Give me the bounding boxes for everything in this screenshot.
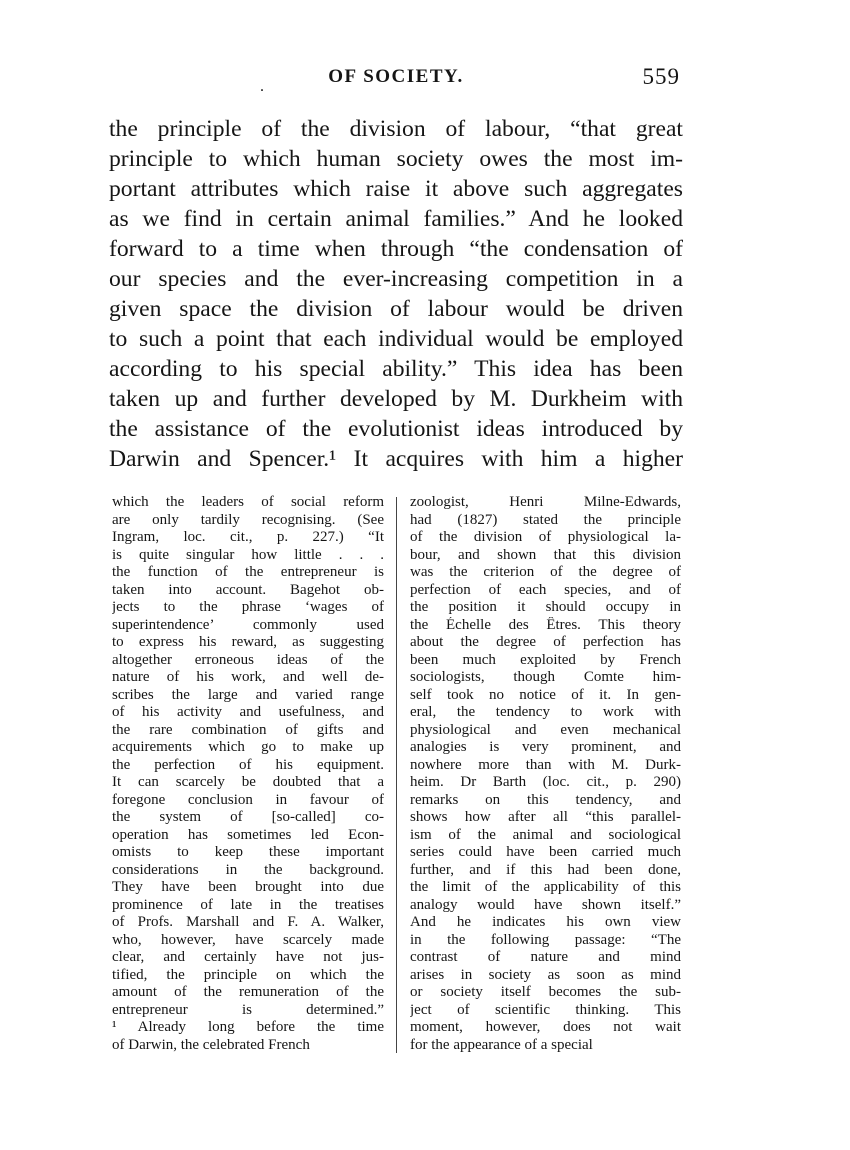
running-title: OF SOCIETY. [328, 66, 464, 87]
footnote-line: considerations in the background. [112, 861, 384, 878]
header-mark: . [260, 78, 264, 95]
footnote-line: is quite singular how little . . . [112, 546, 384, 563]
footnote-line: nature of his work, and well de- [112, 669, 384, 685]
footnote-line: It can scarcely be doubted that a [112, 774, 384, 790]
footnote-line: tified, the principle on which the [112, 966, 384, 983]
footnote-line: the Échelle des Êtres. This theory [410, 616, 681, 633]
footnote-line: analogies is very prominent, and [410, 739, 681, 755]
body-text-line: to such a point that each individual would be employed [109, 326, 683, 352]
footnote-line: in the following passage: “The [410, 931, 681, 948]
footnote-line: which the leaders of social reform [112, 494, 384, 510]
footnote-line: eral, the tendency to work with [410, 704, 681, 720]
footnote-line: superintendence’ commonly used [112, 616, 384, 633]
footnote-line: They have been brought into due [112, 879, 384, 895]
footnote-line: clear, and certainly have not jus- [112, 949, 384, 965]
footnote-line: the rare combination of gifts and [112, 721, 384, 738]
footnote-line: physiological and even mechanical [410, 721, 681, 738]
footnote-line: foregone conclusion in favour of [112, 791, 384, 808]
footnote-line: moment, however, does not wait [410, 1019, 681, 1035]
footnote-line: nowhere more than with M. Durk- [410, 756, 681, 773]
footnote-line: had (1827) stated the principle [410, 511, 681, 528]
column-divider [396, 497, 397, 1053]
body-text-line: as we find in certain animal families.” And he looked [109, 206, 683, 232]
footnote-line: been much exploited by French [410, 651, 681, 668]
body-text-line: given space the division of labour would be driven [109, 296, 683, 322]
main-text [109, 114, 683, 474]
footnote-line: perfection of each species, and of [410, 581, 681, 598]
footnote-line: ¹ Already long before the time [112, 1019, 384, 1035]
footnote-line: of Darwin, the celebrated French [112, 1036, 310, 1053]
running-header [108, 64, 684, 98]
footnote-line: of his activity and usefulness, and [112, 704, 384, 720]
footnote-line: the function of the entrepreneur is [112, 564, 384, 580]
footnote-line: series could have been carried much [410, 844, 681, 860]
body-text-line: our species and the ever-increasing competition in a [109, 266, 683, 292]
footnote-line: heim. Dr Barth (loc. cit., p. 290) [410, 774, 681, 790]
footnote-line: of the division of physiological la- [410, 529, 681, 545]
footnote-line: about the degree of perfection has [410, 634, 681, 650]
footnote-line: the limit of the applicability of this [410, 879, 681, 895]
footnote-line: was the criterion of the degree of [410, 564, 681, 580]
footnote-line: ism of the animal and sociological [410, 826, 681, 843]
page-number: 559 [642, 64, 680, 89]
footnote-line: prominence of late in the treatises [112, 896, 384, 913]
footnote-line: taken into account. Bagehot ob- [112, 581, 384, 598]
footnote-line: Ingram, loc. cit., p. 227.) “It [112, 529, 384, 545]
footnote-line: altogether erroneous ideas of the [112, 651, 384, 668]
footnote-line: who, however, have scarcely made [112, 931, 384, 948]
body-text-line: portant attributes which raise it above such aggregates [109, 176, 683, 202]
footnote-line: omists to keep these important [112, 844, 384, 860]
footnote-line: shows how after all “this parallel- [410, 809, 681, 825]
body-text-line: Darwin and Spencer.¹ It acquires with him a higher [109, 446, 683, 472]
footnotes-left-column [112, 494, 384, 1054]
footnote-line: further, and if this had been done, [410, 861, 681, 878]
body-text-line: taken up and further developed by M. Durkheim with [109, 386, 683, 412]
footnote-line: or society itself becomes the sub- [410, 984, 681, 1000]
footnote-line: remarks on this tendency, and [410, 791, 681, 808]
body-text-line: principle to which human society owes the most im- [109, 146, 683, 172]
footnote-line: entrepreneur is determined.” [112, 1001, 384, 1018]
footnote-line: the perfection of his equipment. [112, 756, 384, 773]
footnote-line: arises in society as soon as mind [410, 966, 681, 983]
footnote-line: analogy would have shown itself.” [410, 896, 681, 913]
footnote-line: the system of [so-called] co- [112, 809, 384, 825]
footnote-line: to express his reward, as suggesting [112, 634, 384, 650]
footnote-line: zoologist, Henri Milne-Edwards, [410, 494, 681, 510]
footnote-line: of Profs. Marshall and F. A. Walker, [112, 914, 384, 930]
body-text-line: the principle of the division of labour, “that great [109, 116, 683, 142]
body-text-line: forward to a time when through “the condensation of [109, 236, 683, 262]
body-text-line: the assistance of the evolutionist ideas introduced by [109, 416, 683, 442]
footnote-line: ject of scientific thinking. This [410, 1001, 681, 1018]
footnote-line: contrast of nature and mind [410, 949, 681, 965]
footnote-line: And he indicates his own view [410, 914, 681, 930]
footnote-line: acquirements which go to make up [112, 739, 384, 755]
body-text-line: according to his special ability.” This idea has been [109, 356, 683, 382]
footnote-line: scribes the large and varied range [112, 686, 384, 703]
footnote-line: self took no notice of it. In gen- [410, 686, 681, 703]
footnote-line: sociologists, though Comte him- [410, 669, 681, 685]
footnote-line: operation has sometimes led Econ- [112, 826, 384, 843]
footnote-line: amount of the remuneration of the [112, 984, 384, 1000]
footnote-line: the position it should occupy in [410, 599, 681, 615]
footnote-line: are only tardily recognising. (See [112, 511, 384, 528]
footnotes-right-column [410, 494, 681, 1054]
footnote-line: bour, and shown that this division [410, 546, 681, 563]
footnote-line: jects to the phrase ‘wages of [112, 599, 384, 615]
footnote-line: for the appearance of a special [410, 1036, 593, 1053]
